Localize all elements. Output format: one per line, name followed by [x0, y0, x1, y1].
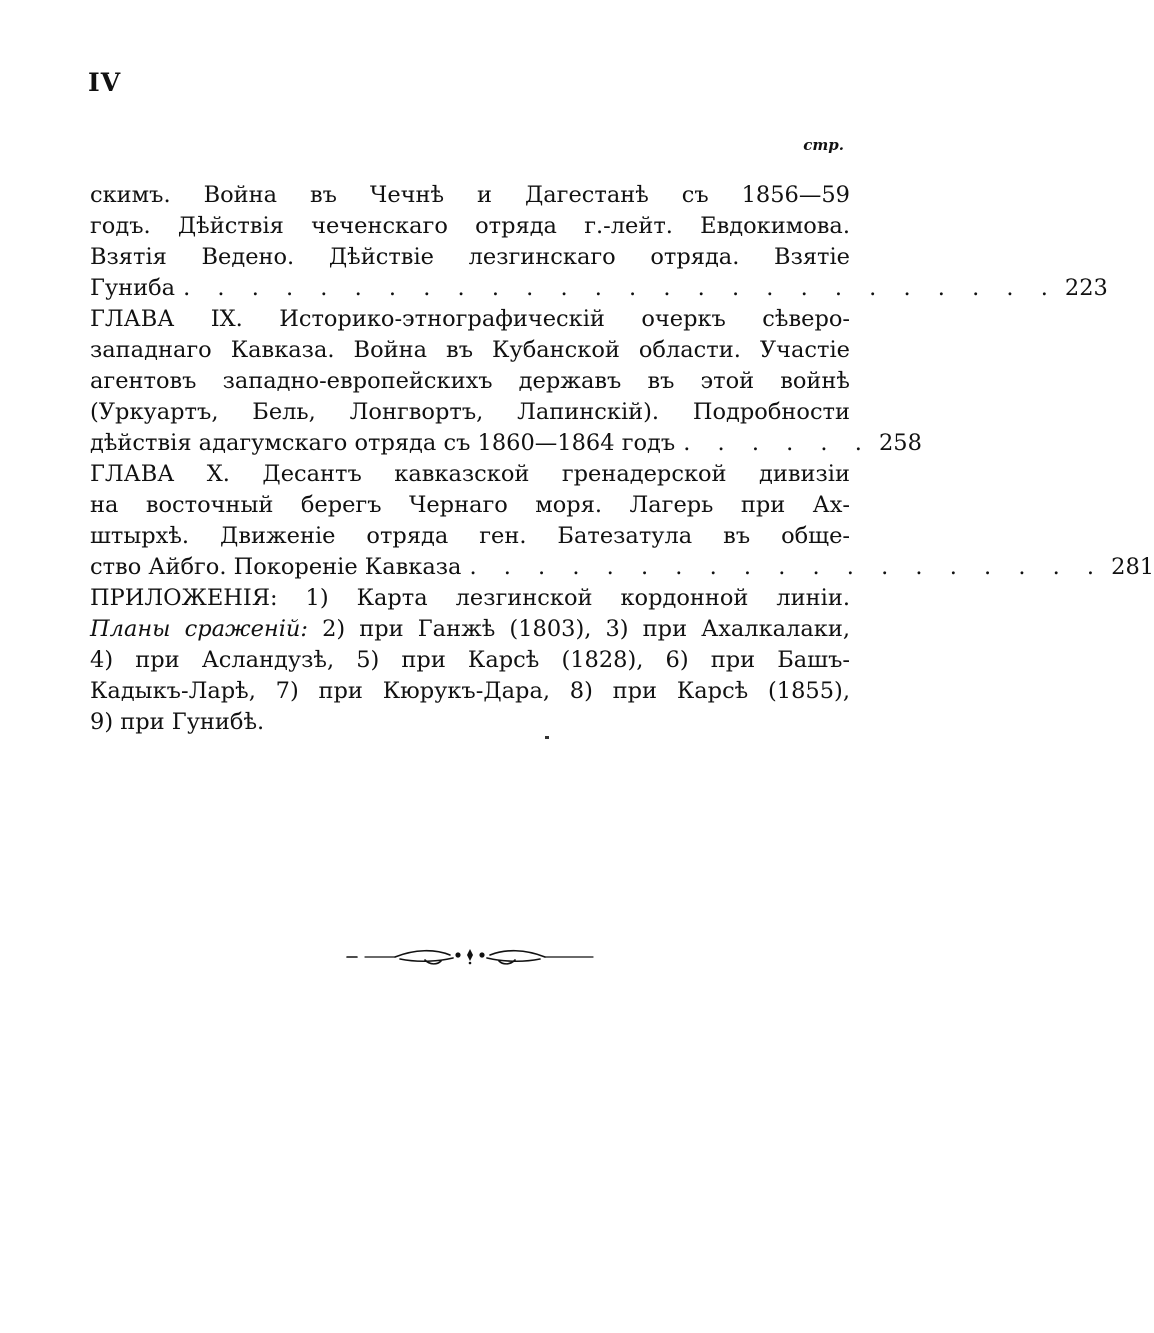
appendix-line: 9) при Гунибѣ.: [90, 709, 265, 735]
toc-entry-last-line: [90, 428, 922, 459]
toc-page-number: 223: [1064, 275, 1108, 301]
toc-entry-text: ство Айбго. Покореніе Кавказа: [90, 554, 462, 580]
dot-leader: . . . . . . . . . . . . . . . . . . . . . . . . . .: [183, 275, 1058, 301]
toc-page-number: 281: [1111, 554, 1154, 580]
toc-entry-last-line: [90, 273, 1108, 304]
toc-line: ГЛАВА IX. Историко-этнографическій очеркъ сѣверо-: [90, 306, 850, 332]
appendix-line: Кадыкъ-Ларѣ, 7) при Кюрукъ-Дара, 8) при Карсѣ (1855),: [90, 678, 850, 704]
toc-line: на восточный берегъ Чернаго моря. Лагерь при Ах-: [90, 492, 850, 518]
appendix-line: ПРИЛОЖЕНІЯ: 1) Карта лезгинской кордонной линіи.: [90, 585, 850, 611]
dot-leader: . . . . . . . . . . . . . . . . . . .: [469, 554, 1105, 580]
toc-line: (Уркуартъ, Бель, Лонгвортъ, Лапинскій). Подробности: [90, 399, 850, 425]
dot-leader: . . . . . .: [683, 430, 872, 456]
appendix-plans-label: Планы сраженій:: [90, 616, 308, 642]
appendix-line: 4) при Асландузѣ, 5) при Карсѣ (1828), 6) при Башъ-: [90, 647, 850, 673]
appendix-line: [90, 614, 850, 645]
page-number: IV: [88, 68, 122, 97]
appendix-plans-text: 2) при Ганжѣ (1803), 3) при Ахалкалаки,: [308, 616, 850, 642]
toc-line: Взятія Ведено. Дѣйствіе лезгинскаго отряда. Взятіе: [90, 244, 850, 270]
toc-line: штырхѣ. Движеніе отряда ген. Батезатула въ обще-: [90, 523, 850, 549]
toc-entry-last-line: [90, 552, 1154, 583]
toc-entry-text: Гуниба: [90, 275, 176, 301]
printer-ornament-icon: [345, 945, 595, 969]
toc-line: западнаго Кавказа. Война въ Кубанской области. Участіе: [90, 337, 850, 363]
column-header-page: стр.: [803, 136, 844, 154]
toc-line: ГЛАВА X. Десантъ кавказской гренадерской дивизіи: [90, 461, 850, 487]
toc-line: агентовъ западно-европейскихъ державъ въ этой войнѣ: [90, 368, 850, 394]
toc-entry-text: дѣйствія адагумскаго отряда съ 1860—1864 годъ: [90, 430, 676, 456]
toc-line: скимъ. Война въ Чечнѣ и Дагестанѣ съ 1856—59: [90, 182, 850, 208]
toc-page-number: 258: [878, 430, 922, 456]
ink-speck: [545, 736, 549, 739]
toc-line: годъ. Дѣйствія чеченскаго отряда г.-лейт. Евдокимова.: [90, 213, 850, 239]
table-of-contents: [90, 180, 1154, 738]
